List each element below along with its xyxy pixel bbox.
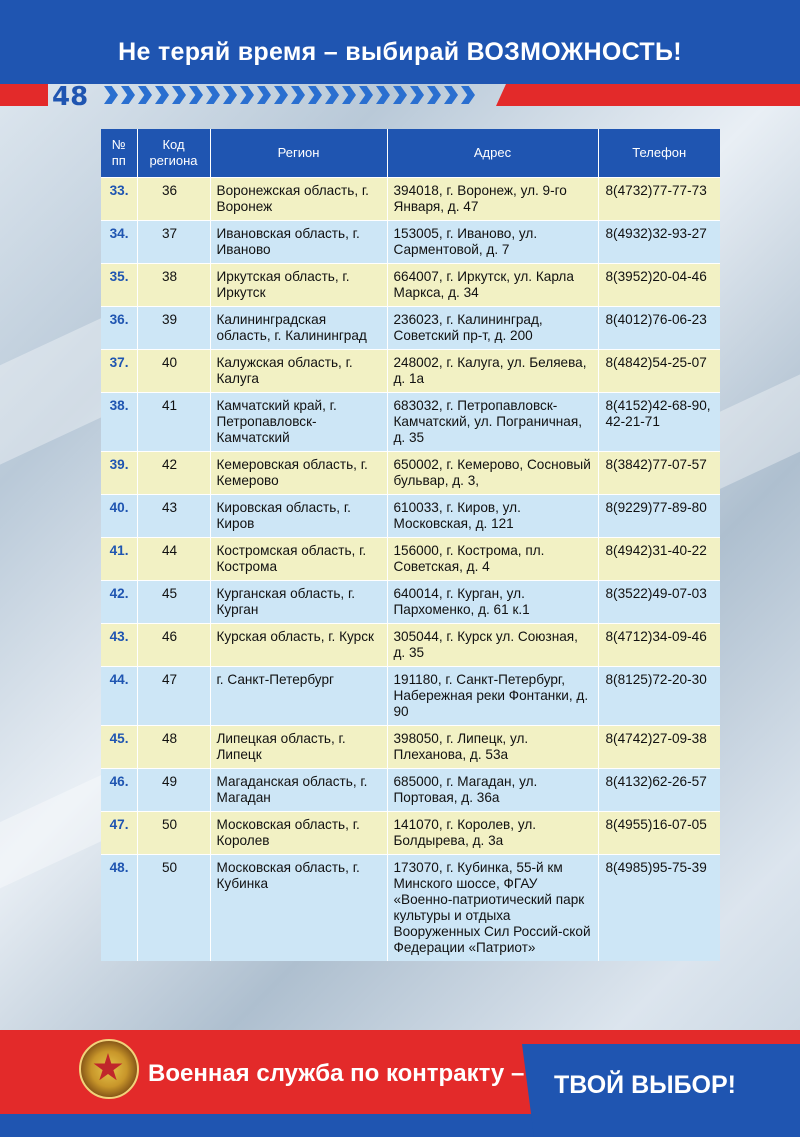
column-header-address: Адрес xyxy=(387,129,598,178)
region-name: Ивановская область, г. Иваново xyxy=(210,221,387,264)
phone-number: 8(4012)76-06-23 xyxy=(598,307,720,350)
row-number: 36. xyxy=(101,307,137,350)
row-number: 37. xyxy=(101,350,137,393)
address: 141070, г. Королев, ул. Болдырева, д. 3а xyxy=(387,812,598,855)
row-number: 33. xyxy=(101,178,137,221)
row-number: 44. xyxy=(101,667,137,726)
region-code: 36 xyxy=(137,178,210,221)
chevron-icon xyxy=(121,86,135,104)
column-header-region: Регион xyxy=(210,129,387,178)
page-number: 48 xyxy=(52,82,89,112)
header-red-stripe-right xyxy=(496,84,800,106)
chevron-icon xyxy=(189,86,203,104)
row-number: 40. xyxy=(101,495,137,538)
phone-number: 8(3842)77-07-57 xyxy=(598,452,720,495)
phone-number: 8(4132)62-26-57 xyxy=(598,769,720,812)
table-header-row xyxy=(101,129,720,178)
column-header-number: № пп xyxy=(101,129,137,178)
chevron-decoration xyxy=(104,86,496,106)
chevron-icon xyxy=(104,86,118,104)
phone-number: 8(4732)77-77-73 xyxy=(598,178,720,221)
row-number: 41. xyxy=(101,538,137,581)
address: 394018, г. Воронеж, ул. 9-го Января, д. 47 xyxy=(387,178,598,221)
region-name: Липецкая область, г. Липецк xyxy=(210,726,387,769)
chevron-icon xyxy=(359,86,373,104)
region-code: 48 xyxy=(137,726,210,769)
region-code: 45 xyxy=(137,581,210,624)
row-number: 38. xyxy=(101,393,137,452)
address: 610033, г. Киров, ул. Московская, д. 121 xyxy=(387,495,598,538)
row-number: 34. xyxy=(101,221,137,264)
row-number: 46. xyxy=(101,769,137,812)
address: 191180, г. Санкт-Петербург, Набережная реки Фонтанки, д. 90 xyxy=(387,667,598,726)
table-row xyxy=(101,769,720,812)
region-code: 46 xyxy=(137,624,210,667)
chevron-icon xyxy=(444,86,458,104)
region-code: 41 xyxy=(137,393,210,452)
row-number: 48. xyxy=(101,855,137,962)
region-code: 44 xyxy=(137,538,210,581)
address: 156000, г. Кострома, пл. Советская, д. 4 xyxy=(387,538,598,581)
row-number: 47. xyxy=(101,812,137,855)
region-code: 42 xyxy=(137,452,210,495)
address: 685000, г. Магадан, ул. Портовая, д. 36а xyxy=(387,769,598,812)
table-row xyxy=(101,581,720,624)
phone-number: 8(3952)20-04-46 xyxy=(598,264,720,307)
phone-number: 8(4842)54-25-07 xyxy=(598,350,720,393)
table-row xyxy=(101,667,720,726)
chevron-icon xyxy=(206,86,220,104)
footer-slogan: Военная служба по контракту – xyxy=(148,1060,525,1087)
contacts-table-wrapper xyxy=(101,129,720,961)
address: 153005, г. Иваново, ул. Сарментовой, д. 7 xyxy=(387,221,598,264)
region-code: 40 xyxy=(137,350,210,393)
table-row xyxy=(101,855,720,962)
table-row xyxy=(101,624,720,667)
chevron-icon xyxy=(308,86,322,104)
contacts-table xyxy=(101,129,720,961)
chevron-icon xyxy=(393,86,407,104)
address: 236023, г. Калининград, Советский пр-т, д. 200 xyxy=(387,307,598,350)
chevron-icon xyxy=(257,86,271,104)
region-code: 49 xyxy=(137,769,210,812)
table-row xyxy=(101,178,720,221)
address: 305044, г. Курск ул. Союзная, д. 35 xyxy=(387,624,598,667)
header-red-stripe-left xyxy=(0,84,48,106)
region-name: Костромская область, г. Кострома xyxy=(210,538,387,581)
region-name: Московская область, г. Кубинка xyxy=(210,855,387,962)
region-name: Иркутская область, г. Иркутск xyxy=(210,264,387,307)
row-number: 42. xyxy=(101,581,137,624)
address: 640014, г. Курган, ул. Пархоменко, д. 61 к.1 xyxy=(387,581,598,624)
row-number: 45. xyxy=(101,726,137,769)
region-code: 50 xyxy=(137,855,210,962)
table-row xyxy=(101,393,720,452)
region-name: Кировская область, г. Киров xyxy=(210,495,387,538)
address: 664007, г. Иркутск, ул. Карла Маркса, д. 34 xyxy=(387,264,598,307)
region-code: 37 xyxy=(137,221,210,264)
row-number: 43. xyxy=(101,624,137,667)
phone-number: 8(3522)49-07-03 xyxy=(598,581,720,624)
table-row xyxy=(101,221,720,264)
region-name: Курская область, г. Курск xyxy=(210,624,387,667)
address: 398050, г. Липецк, ул. Плеханова, д. 53а xyxy=(387,726,598,769)
phone-number: 8(4742)27-09-38 xyxy=(598,726,720,769)
chevron-icon xyxy=(240,86,254,104)
phone-number: 8(4932)32-93-27 xyxy=(598,221,720,264)
chevron-icon xyxy=(138,86,152,104)
phone-number: 8(8125)72-20-30 xyxy=(598,667,720,726)
region-name: Московская область, г. Королев xyxy=(210,812,387,855)
region-name: г. Санкт-Петербург xyxy=(210,667,387,726)
table-row xyxy=(101,726,720,769)
table-row xyxy=(101,812,720,855)
chevron-icon xyxy=(427,86,441,104)
phone-number: 8(4985)95-75-39 xyxy=(598,855,720,962)
chevron-icon xyxy=(376,86,390,104)
region-name: Калининградская область, г. Калининград xyxy=(210,307,387,350)
region-code: 50 xyxy=(137,812,210,855)
address: 248002, г. Калуга, ул. Беляева, д. 1а xyxy=(387,350,598,393)
address: 650002, г. Кемерово, Сосновый бульвар, д. 3, xyxy=(387,452,598,495)
address: 173070, г. Кубинка, 55-й км Минского шоссе, ФГАУ «Военно-патриотический парк культуры и отдыха Вооруженных Сил Россий-ской Федерации «Патриот» xyxy=(387,855,598,962)
phone-number: 8(4152)42-68-90, 42-21-71 xyxy=(598,393,720,452)
chevron-icon xyxy=(325,86,339,104)
table-row xyxy=(101,495,720,538)
address: 683032, г. Петропавловск-Камчатский, ул. Пограничная, д. 35 xyxy=(387,393,598,452)
region-code: 47 xyxy=(137,667,210,726)
page-title: Не теряй время – выбирай ВОЗМОЖНОСТЬ! xyxy=(118,38,682,66)
region-name: Магаданская область, г. Магадан xyxy=(210,769,387,812)
row-number: 39. xyxy=(101,452,137,495)
chevron-icon xyxy=(342,86,356,104)
phone-number: 8(4712)34-09-46 xyxy=(598,624,720,667)
chevron-icon xyxy=(291,86,305,104)
column-header-code: Код региона xyxy=(137,129,210,178)
region-name: Калужская область, г. Калуга xyxy=(210,350,387,393)
region-name: Курганская область, г. Курган xyxy=(210,581,387,624)
phone-number: 8(9229)77-89-80 xyxy=(598,495,720,538)
table-row xyxy=(101,307,720,350)
phone-number: 8(4942)31-40-22 xyxy=(598,538,720,581)
table-row xyxy=(101,350,720,393)
column-header-phone: Телефон xyxy=(598,129,720,178)
chevron-icon xyxy=(461,86,475,104)
region-code: 39 xyxy=(137,307,210,350)
region-name: Камчатский край, г. Петропавловск-Камчатский xyxy=(210,393,387,452)
table-row xyxy=(101,452,720,495)
phone-number: 8(4955)16-07-05 xyxy=(598,812,720,855)
table-row xyxy=(101,538,720,581)
region-name: Воронежская область, г. Воронеж xyxy=(210,178,387,221)
chevron-icon xyxy=(410,86,424,104)
region-code: 38 xyxy=(137,264,210,307)
chevron-icon xyxy=(274,86,288,104)
chevron-icon xyxy=(155,86,169,104)
footer-choice: ТВОЙ ВЫБОР! xyxy=(554,1071,737,1099)
region-code: 43 xyxy=(137,495,210,538)
row-number: 35. xyxy=(101,264,137,307)
chevron-icon xyxy=(172,86,186,104)
chevron-icon xyxy=(223,86,237,104)
region-name: Кемеровская область, г. Кемерово xyxy=(210,452,387,495)
table-row xyxy=(101,264,720,307)
